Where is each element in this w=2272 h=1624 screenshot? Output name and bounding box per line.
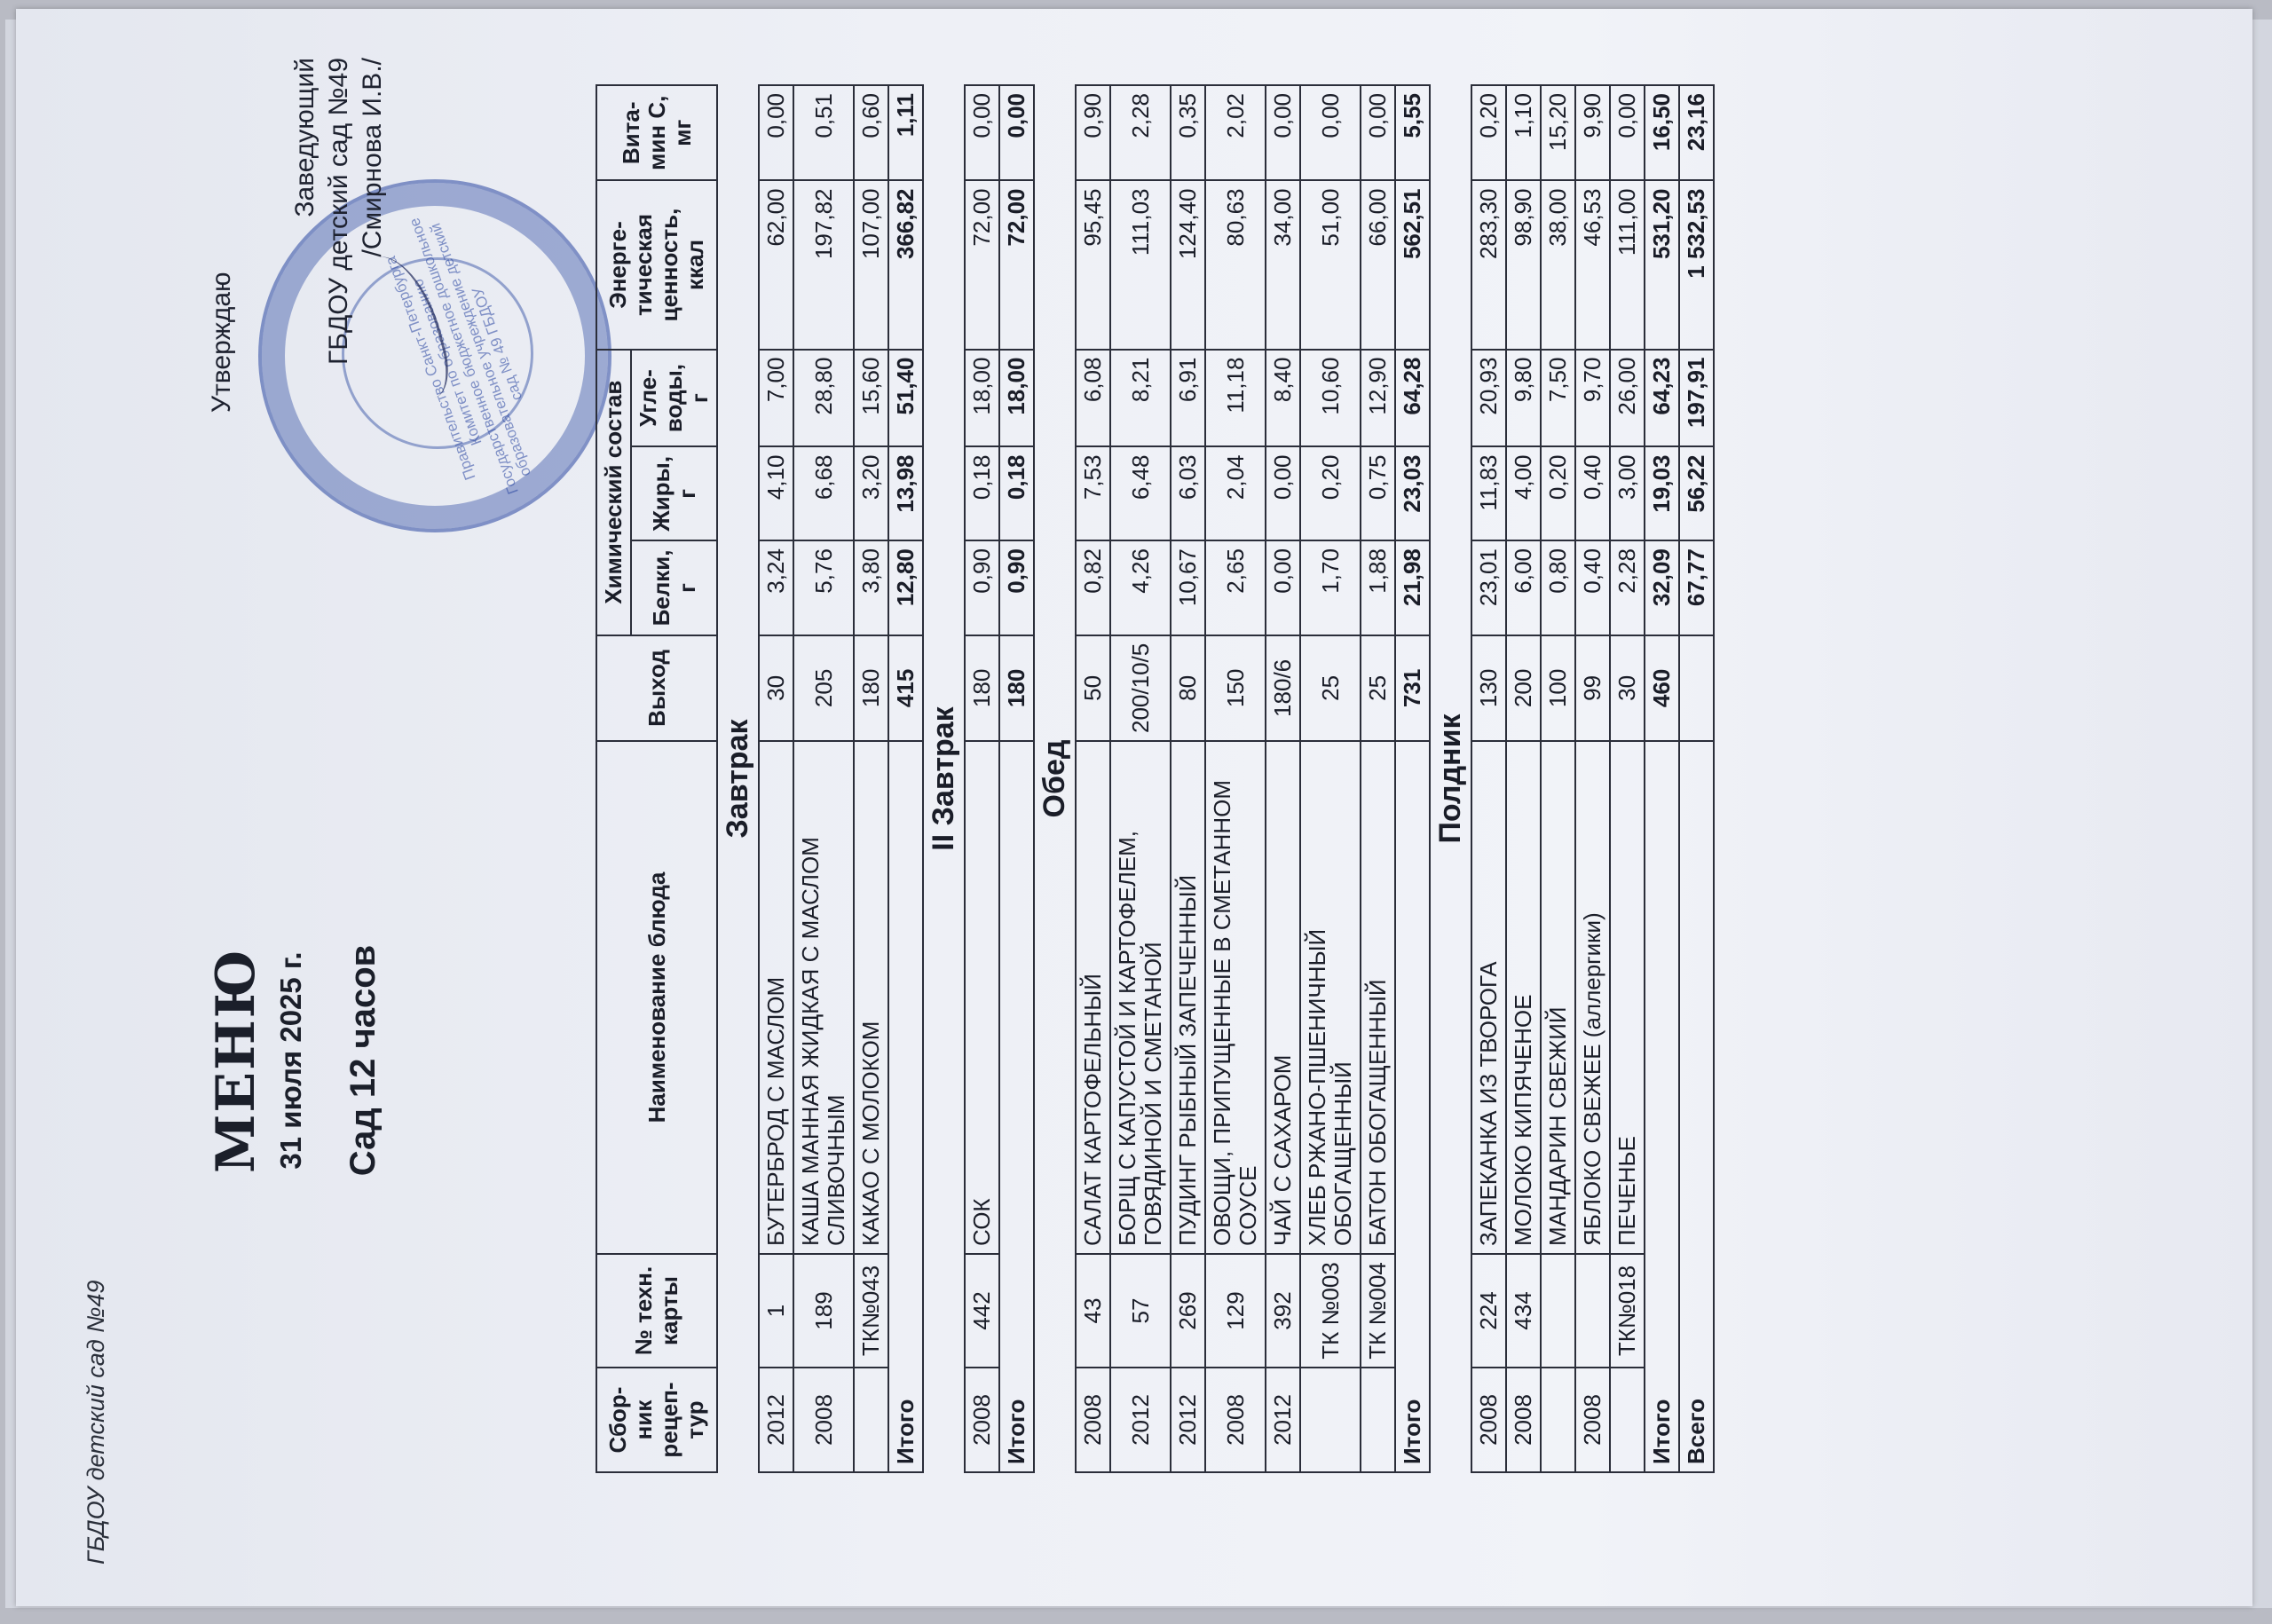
cell-vitamin-c: 0,00	[1610, 85, 1645, 181]
cell-carbs: 7,00	[759, 350, 793, 447]
total-row	[1395, 85, 1430, 1472]
total-output	[1679, 635, 1714, 741]
cell-vitamin-c: 0,60	[854, 85, 888, 181]
section-title: II Завтрак	[923, 85, 965, 1472]
cell-collection	[1541, 1368, 1575, 1472]
cell-dish-name: СОК	[965, 741, 999, 1254]
total-output: 731	[1395, 635, 1430, 741]
cell-fat: 0,18	[965, 447, 999, 541]
cell-vitamin-c: 0,00	[1300, 85, 1361, 181]
total-carbs: 197,91	[1679, 350, 1714, 447]
cell-output: 30	[759, 635, 793, 741]
cell-output: 80	[1171, 635, 1205, 741]
cell-output: 200/10/5	[1110, 635, 1171, 741]
cell-collection: 2008	[1471, 1368, 1506, 1472]
cell-fat: 4,10	[759, 447, 793, 541]
cell-tech-card	[1575, 1254, 1610, 1368]
table-row	[965, 85, 999, 1472]
cell-carbs: 8,40	[1266, 350, 1300, 447]
cell-protein: 5,76	[793, 540, 854, 635]
cell-protein: 3,80	[854, 540, 888, 635]
total-vitamin-c: 1,11	[888, 85, 923, 181]
cell-tech-card: ТК №003	[1300, 1254, 1361, 1368]
cell-fat: 6,03	[1171, 447, 1205, 541]
cell-vitamin-c: 0,00	[965, 85, 999, 181]
cell-collection	[854, 1368, 888, 1472]
cell-protein: 10,67	[1171, 540, 1205, 635]
cell-vitamin-c: 0,90	[1076, 85, 1110, 181]
cell-carbs: 9,80	[1506, 350, 1541, 447]
cell-energy: 124,40	[1171, 181, 1205, 350]
cell-output: 99	[1575, 635, 1610, 741]
cell-energy: 72,00	[965, 181, 999, 350]
total-protein: 21,98	[1395, 540, 1430, 635]
cell-output: 180	[854, 635, 888, 741]
cell-carbs: 26,00	[1610, 350, 1645, 447]
cell-dish-name: ОВОЩИ, ПРИПУЩЕННЫЕ В СМЕТАННОМ СОУСЕ	[1205, 741, 1266, 1254]
table-row	[793, 85, 854, 1472]
cell-fat: 6,48	[1110, 447, 1171, 541]
cell-output: 100	[1541, 635, 1575, 741]
cell-fat: 0,00	[1266, 447, 1300, 541]
cell-fat: 3,00	[1610, 447, 1645, 541]
cell-protein: 0,80	[1541, 540, 1575, 635]
cell-tech-card: 57	[1110, 1254, 1171, 1368]
section-row-snack	[1430, 85, 1471, 1472]
cell-tech-card: 392	[1266, 1254, 1300, 1368]
cell-dish-name: ПУДИНГ РЫБНЫЙ ЗАПЕЧЕННЫЙ	[1171, 741, 1205, 1254]
table-row	[1205, 85, 1266, 1472]
section-row-lunch	[1034, 85, 1076, 1472]
cell-output: 200	[1506, 635, 1541, 741]
total-row	[1645, 85, 1679, 1472]
total-energy: 531,20	[1645, 181, 1679, 350]
header-dish-name: Наименование блюда	[596, 741, 717, 1254]
cell-dish-name: ПЕЧЕНЬЕ	[1610, 741, 1645, 1254]
cell-collection: 2008	[965, 1368, 999, 1472]
cell-energy: 62,00	[759, 181, 793, 350]
total-vitamin-c: 16,50	[1645, 85, 1679, 181]
menu-table	[596, 84, 1715, 1473]
cell-dish-name: САЛАТ КАРТОФЕЛЬНЫЙ	[1076, 741, 1110, 1254]
cell-carbs: 7,50	[1541, 350, 1575, 447]
total-protein: 0,90	[999, 540, 1034, 635]
cell-carbs: 9,70	[1575, 350, 1610, 447]
cell-tech-card: 1	[759, 1254, 793, 1368]
header-collection: Сбор-ник рецеп-тур	[596, 1368, 717, 1472]
cell-output: 180	[965, 635, 999, 741]
menu-date: 31 июля 2025 г.	[274, 951, 307, 1170]
cell-energy: 107,00	[854, 181, 888, 350]
cell-collection: 2008	[1205, 1368, 1266, 1472]
header-chem: Химический состав	[596, 350, 631, 635]
cell-vitamin-c: 2,02	[1205, 85, 1266, 181]
cell-vitamin-c: 0,00	[1266, 85, 1300, 181]
cell-protein: 23,01	[1471, 540, 1506, 635]
cell-energy: 51,00	[1300, 181, 1361, 350]
cell-vitamin-c: 0,51	[793, 85, 854, 181]
cell-vitamin-c: 9,90	[1575, 85, 1610, 181]
total-fat: 23,03	[1395, 447, 1430, 541]
cell-dish-name: МОЛОКО КИПЯЧЕНОЕ	[1506, 741, 1541, 1254]
organization-header: ГБДОУ детский сад №49	[83, 1280, 109, 1565]
cell-carbs: 18,00	[965, 350, 999, 447]
cell-output: 130	[1471, 635, 1506, 741]
approval-org: ГБДОУ детский сад №49	[324, 58, 353, 365]
cell-protein: 0,82	[1076, 540, 1110, 635]
cell-protein: 0,40	[1575, 540, 1610, 635]
table-row	[1471, 85, 1506, 1472]
section-title: Полдник	[1430, 85, 1471, 1472]
cell-carbs: 6,91	[1171, 350, 1205, 447]
cell-vitamin-c: 0,00	[759, 85, 793, 181]
table-row	[854, 85, 888, 1472]
cell-fat: 0,75	[1361, 447, 1395, 541]
header-tech-card: № техн. карты	[596, 1254, 717, 1368]
title-block	[205, 546, 383, 1575]
approval-signature-line: /Смирнова И.В./	[358, 58, 387, 257]
cell-tech-card: 434	[1506, 1254, 1541, 1368]
cell-dish-name: ХЛЕБ РЖАНО-ПШЕНИЧНЫЙ ОБОГАЩЕННЫЙ	[1300, 741, 1361, 1254]
cell-dish-name: ЯБЛОКО СВЕЖЕЕ (аллергики)	[1575, 741, 1610, 1254]
total-carbs: 64,23	[1645, 350, 1679, 447]
cell-tech-card: ТК №004	[1361, 1254, 1395, 1368]
cell-vitamin-c: 0,20	[1471, 85, 1506, 181]
cell-collection	[1300, 1368, 1361, 1472]
menu-table-body	[717, 85, 1714, 1472]
total-row	[1679, 85, 1714, 1472]
cell-protein: 6,00	[1506, 540, 1541, 635]
cell-dish-name: КАША МАННАЯ ЖИДКАЯ С МАСЛОМ СЛИВОЧНЫМ	[793, 741, 854, 1254]
total-energy: 1 532,53	[1679, 181, 1714, 350]
cell-collection: 2012	[759, 1368, 793, 1472]
table-row	[1076, 85, 1110, 1472]
cell-vitamin-c: 1,10	[1506, 85, 1541, 181]
cell-energy: 34,00	[1266, 181, 1300, 350]
cell-energy: 197,82	[793, 181, 854, 350]
cell-fat: 3,20	[854, 447, 888, 541]
cell-collection: 2008	[1575, 1368, 1610, 1472]
header-protein: Белки, г	[631, 540, 717, 635]
total-vitamin-c: 23,16	[1679, 85, 1714, 181]
cell-tech-card	[1541, 1254, 1575, 1368]
cell-protein: 2,65	[1205, 540, 1266, 635]
total-label: Итого	[1645, 741, 1679, 1472]
total-label: Итого	[888, 741, 923, 1472]
total-label: Всего	[1679, 741, 1714, 1472]
header-energy: Энерге-тическая ценность, ккал	[596, 181, 717, 350]
total-output: 180	[999, 635, 1034, 741]
total-label: Итого	[999, 741, 1034, 1472]
stamp-text: Правительство Санкт-Петербурга Комитет по образованию Государственное бюджетное дошкольное образовательное учреждение детский сад № 49 ГБДОУ	[382, 216, 534, 497]
cell-carbs: 8,21	[1110, 350, 1171, 447]
cell-carbs: 20,93	[1471, 350, 1506, 447]
table-row	[1575, 85, 1610, 1472]
table-row	[1361, 85, 1395, 1472]
cell-protein: 0,00	[1266, 540, 1300, 635]
cell-tech-card: ТК№043	[854, 1254, 888, 1368]
cell-collection: 2012	[1171, 1368, 1205, 1472]
cell-collection: 2012	[1266, 1368, 1300, 1472]
cell-fat: 11,83	[1471, 447, 1506, 541]
cell-dish-name: ЗАПЕКАНКА ИЗ ТВОРОГА	[1471, 741, 1506, 1254]
header-fat: Жиры, г	[631, 447, 717, 541]
total-vitamin-c: 5,55	[1395, 85, 1430, 181]
cell-tech-card: 442	[965, 1254, 999, 1368]
approval-block	[205, 58, 390, 519]
table-row	[1110, 85, 1171, 1472]
total-protein: 12,80	[888, 540, 923, 635]
table-row	[1266, 85, 1300, 1472]
cell-energy: 95,45	[1076, 181, 1110, 350]
total-protein: 32,09	[1645, 540, 1679, 635]
cell-fat: 7,53	[1076, 447, 1110, 541]
total-energy: 366,82	[888, 181, 923, 350]
cell-collection: 2008	[793, 1368, 854, 1472]
cell-tech-card: 189	[793, 1254, 854, 1368]
cell-tech-card: 224	[1471, 1254, 1506, 1368]
cell-output: 205	[793, 635, 854, 741]
cell-carbs: 10,60	[1300, 350, 1361, 447]
cell-output: 50	[1076, 635, 1110, 741]
total-protein: 67,77	[1679, 540, 1714, 635]
cell-fat: 6,68	[793, 447, 854, 541]
cell-fat: 0,20	[1541, 447, 1575, 541]
cell-dish-name: БАТОН ОБОГАЩЕННЫЙ	[1361, 741, 1395, 1254]
header-vitamin-c: Вита-мин С, мг	[596, 85, 717, 181]
cell-fat: 0,20	[1300, 447, 1361, 541]
cell-collection: 2012	[1110, 1368, 1171, 1472]
total-output: 460	[1645, 635, 1679, 741]
cell-energy: 66,00	[1361, 181, 1395, 350]
cell-energy: 46,53	[1575, 181, 1610, 350]
cell-energy: 283,30	[1471, 181, 1506, 350]
cell-dish-name: КАКАО С МОЛОКОМ	[854, 741, 888, 1254]
total-energy: 72,00	[999, 181, 1034, 350]
page-title: МЕНЮ	[205, 947, 267, 1174]
cell-energy: 111,03	[1110, 181, 1171, 350]
cell-energy: 80,63	[1205, 181, 1266, 350]
total-fat: 0,18	[999, 447, 1034, 541]
total-carbs: 18,00	[999, 350, 1034, 447]
cell-carbs: 12,90	[1361, 350, 1395, 447]
total-fat: 56,22	[1679, 447, 1714, 541]
table-row	[1506, 85, 1541, 1472]
cell-protein: 1,70	[1300, 540, 1361, 635]
approval-position: Заведующий	[290, 58, 320, 217]
paper-sheet	[16, 9, 2252, 1606]
section-title: Обед	[1034, 85, 1076, 1472]
cell-collection	[1361, 1368, 1395, 1472]
total-carbs: 51,40	[888, 350, 923, 447]
total-energy: 562,51	[1395, 181, 1430, 350]
cell-collection	[1610, 1368, 1645, 1472]
cell-fat: 4,00	[1506, 447, 1541, 541]
cell-protein: 3,24	[759, 540, 793, 635]
header-carbs: Угле-воды, г	[631, 350, 717, 447]
total-output: 415	[888, 635, 923, 741]
cell-energy: 98,90	[1506, 181, 1541, 350]
total-label: Итого	[1395, 741, 1430, 1472]
table-row	[1300, 85, 1361, 1472]
cell-output: 25	[1300, 635, 1361, 741]
cell-vitamin-c: 0,00	[1361, 85, 1395, 181]
approval-title: Утверждаю	[207, 272, 236, 413]
cell-tech-card: 129	[1205, 1254, 1266, 1368]
section-title: Завтрак	[717, 85, 759, 1472]
cell-carbs: 15,60	[854, 350, 888, 447]
table-row	[1171, 85, 1205, 1472]
total-fat: 19,03	[1645, 447, 1679, 541]
cell-vitamin-c: 15,20	[1541, 85, 1575, 181]
menu-subtitle: Сад 12 часов	[343, 944, 383, 1177]
cell-output: 150	[1205, 635, 1266, 741]
cell-tech-card: 269	[1171, 1254, 1205, 1368]
cell-fat: 0,40	[1575, 447, 1610, 541]
total-fat: 13,98	[888, 447, 923, 541]
total-row	[999, 85, 1034, 1472]
cell-vitamin-c: 2,28	[1110, 85, 1171, 181]
cell-carbs: 6,08	[1076, 350, 1110, 447]
table-row	[1541, 85, 1575, 1472]
cell-protein: 4,26	[1110, 540, 1171, 635]
cell-collection: 2008	[1506, 1368, 1541, 1472]
total-carbs: 64,28	[1395, 350, 1430, 447]
cell-vitamin-c: 0,35	[1171, 85, 1205, 181]
cell-protein: 0,90	[965, 540, 999, 635]
cell-dish-name: БОРЩ С КАПУСТОЙ И КАРТОФЕЛЕМ, ГОВЯДИНОЙ И СМЕТАНОЙ	[1110, 741, 1171, 1254]
table-row	[759, 85, 793, 1472]
cell-fat: 2,04	[1205, 447, 1266, 541]
cell-collection: 2008	[1076, 1368, 1110, 1472]
cell-output: 25	[1361, 635, 1395, 741]
cell-dish-name: ЧАЙ С САХАРОМ	[1266, 741, 1300, 1254]
cell-carbs: 11,18	[1205, 350, 1266, 447]
total-vitamin-c: 0,00	[999, 85, 1034, 181]
section-row-breakfast2	[923, 85, 965, 1472]
cell-dish-name: БУТЕРБРОД С МАСЛОМ	[759, 741, 793, 1254]
header-output: Выход	[596, 635, 717, 741]
cell-carbs: 28,80	[793, 350, 854, 447]
cell-tech-card: ТК№018	[1610, 1254, 1645, 1368]
cell-protein: 2,28	[1610, 540, 1645, 635]
total-row	[888, 85, 923, 1472]
cell-dish-name: МАНДАРИН СВЕЖИЙ	[1541, 741, 1575, 1254]
table-row	[1610, 85, 1645, 1472]
cell-tech-card: 43	[1076, 1254, 1110, 1368]
cell-energy: 111,00	[1610, 181, 1645, 350]
menu-page	[72, 49, 2202, 1575]
cell-output: 30	[1610, 635, 1645, 741]
section-row-breakfast	[717, 85, 759, 1472]
cell-protein: 1,88	[1361, 540, 1395, 635]
cell-output: 180/6	[1266, 635, 1300, 741]
cell-energy: 38,00	[1541, 181, 1575, 350]
